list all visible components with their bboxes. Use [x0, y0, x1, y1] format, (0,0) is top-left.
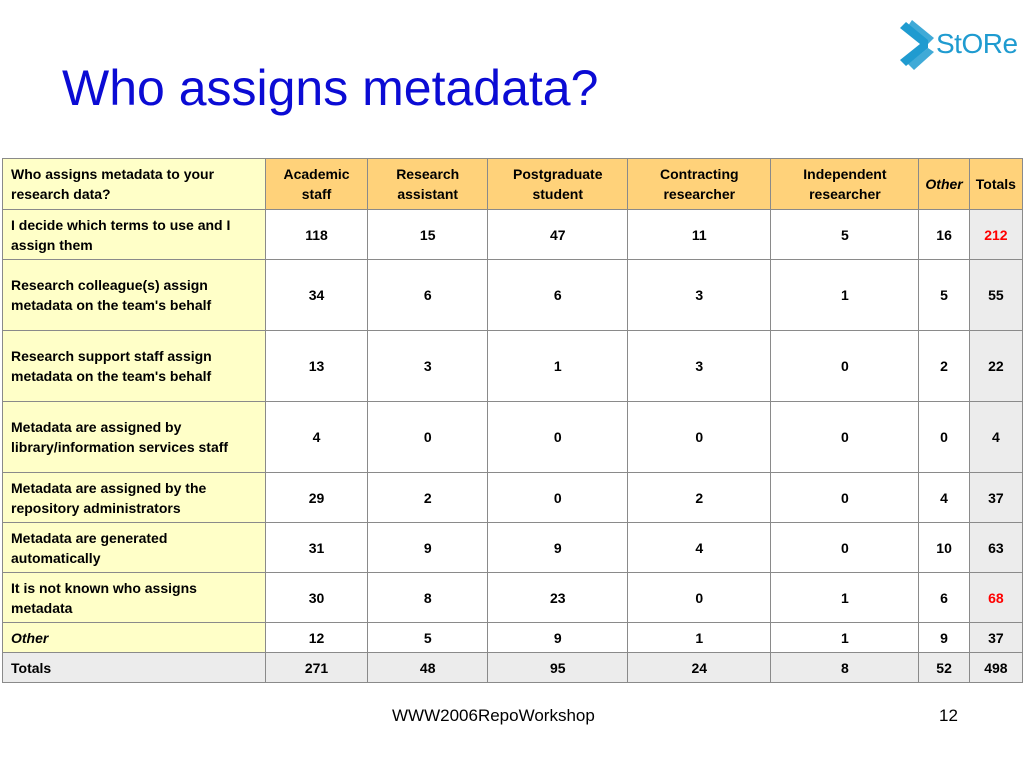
- table-row: [3, 523, 1023, 573]
- table-cell: 95: [488, 653, 628, 683]
- table-cell: 8: [771, 653, 919, 683]
- table-cell: 4: [266, 402, 368, 473]
- table-cell: 47: [488, 210, 628, 260]
- table-cell: 9: [919, 623, 969, 653]
- table-cell: 23: [488, 573, 628, 623]
- column-header: Other: [919, 159, 969, 210]
- total-cell: 68: [969, 573, 1022, 623]
- table-cell: 0: [919, 402, 969, 473]
- store-logo-icon: [898, 18, 938, 72]
- table-cell: 2: [628, 473, 771, 523]
- column-header: Totals: [969, 159, 1022, 210]
- metadata-table: [2, 158, 1023, 683]
- footer-text: WWW2006RepoWorkshop: [392, 706, 595, 725]
- table-row: [3, 402, 1023, 473]
- table-cell: 29: [266, 473, 368, 523]
- total-cell: 498: [969, 653, 1022, 683]
- column-header: Postgraduate student: [488, 159, 628, 210]
- table-cell: 24: [628, 653, 771, 683]
- slide-title: Who assigns metadata?: [62, 60, 599, 116]
- table-cell: 0: [368, 402, 488, 473]
- table-cell: 8: [368, 573, 488, 623]
- table-header-row: [3, 159, 1023, 210]
- total-cell: 55: [969, 260, 1022, 331]
- table-cell: 10: [919, 523, 969, 573]
- table-cell: 1: [771, 260, 919, 331]
- table-cell: 0: [628, 573, 771, 623]
- total-cell: 22: [969, 331, 1022, 402]
- table-cell: 1: [628, 623, 771, 653]
- table-cell: 3: [628, 331, 771, 402]
- table-cell: 13: [266, 331, 368, 402]
- column-header: Contracting researcher: [628, 159, 771, 210]
- table-cell: 6: [488, 260, 628, 331]
- table-cell: 0: [771, 402, 919, 473]
- row-label: Metadata are assigned by the repository administrators: [3, 473, 266, 523]
- table-cell: 9: [488, 523, 628, 573]
- table-cell: 0: [771, 523, 919, 573]
- total-cell: 37: [969, 473, 1022, 523]
- table-row: [3, 623, 1023, 653]
- table-cell: 4: [919, 473, 969, 523]
- row-label: Totals: [3, 653, 266, 683]
- table-cell: 11: [628, 210, 771, 260]
- row-label: Research colleague(s) assign metadata on the team's behalf: [3, 260, 266, 331]
- table-cell: 5: [368, 623, 488, 653]
- table-cell: 271: [266, 653, 368, 683]
- table-cell: 0: [771, 473, 919, 523]
- table-cell: 3: [628, 260, 771, 331]
- row-label: Other: [3, 623, 266, 653]
- table-cell: 34: [266, 260, 368, 331]
- table-cell: 16: [919, 210, 969, 260]
- table-cell: 6: [368, 260, 488, 331]
- table-cell: 9: [488, 623, 628, 653]
- table-cell: 0: [488, 473, 628, 523]
- row-label: It is not known who assigns metadata: [3, 573, 266, 623]
- table-cell: 1: [771, 623, 919, 653]
- table-row: [3, 331, 1023, 402]
- total-cell: 4: [969, 402, 1022, 473]
- table-cell: 48: [368, 653, 488, 683]
- row-label: Metadata are assigned by library/information services staff: [3, 402, 266, 473]
- row-label: Metadata are generated automatically: [3, 523, 266, 573]
- table-cell: 4: [628, 523, 771, 573]
- table-row: [3, 473, 1023, 523]
- table-cell: 12: [266, 623, 368, 653]
- table-cell: 0: [628, 402, 771, 473]
- column-header: Independent researcher: [771, 159, 919, 210]
- table-cell: 1: [488, 331, 628, 402]
- table-row: [3, 210, 1023, 260]
- table-cell: 31: [266, 523, 368, 573]
- table-row: [3, 260, 1023, 331]
- logo-text: StORe: [936, 28, 1018, 59]
- total-cell: 37: [969, 623, 1022, 653]
- table-cell: 15: [368, 210, 488, 260]
- table-cell: 5: [919, 260, 969, 331]
- table-row: [3, 573, 1023, 623]
- table-cell: 3: [368, 331, 488, 402]
- table-cell: 9: [368, 523, 488, 573]
- page-number: 12: [939, 706, 958, 725]
- total-cell: 212: [969, 210, 1022, 260]
- table-cell: 118: [266, 210, 368, 260]
- table-cell: 1: [771, 573, 919, 623]
- column-header: Academic staff: [266, 159, 368, 210]
- table-cell: 30: [266, 573, 368, 623]
- row-label: Research support staff assign metadata on the team's behalf: [3, 331, 266, 402]
- column-header: Research assistant: [368, 159, 488, 210]
- table-cell: 5: [771, 210, 919, 260]
- table-cell: 0: [488, 402, 628, 473]
- corner-cell: Who assigns metadata to your research data?: [3, 159, 266, 210]
- table-cell: 2: [919, 331, 969, 402]
- total-cell: 63: [969, 523, 1022, 573]
- table-cell: 6: [919, 573, 969, 623]
- table-cell: 2: [368, 473, 488, 523]
- row-label: I decide which terms to use and I assign them: [3, 210, 266, 260]
- store-logo: [898, 18, 1018, 72]
- table-cell: 0: [771, 331, 919, 402]
- totals-row: [3, 653, 1023, 683]
- table-cell: 52: [919, 653, 969, 683]
